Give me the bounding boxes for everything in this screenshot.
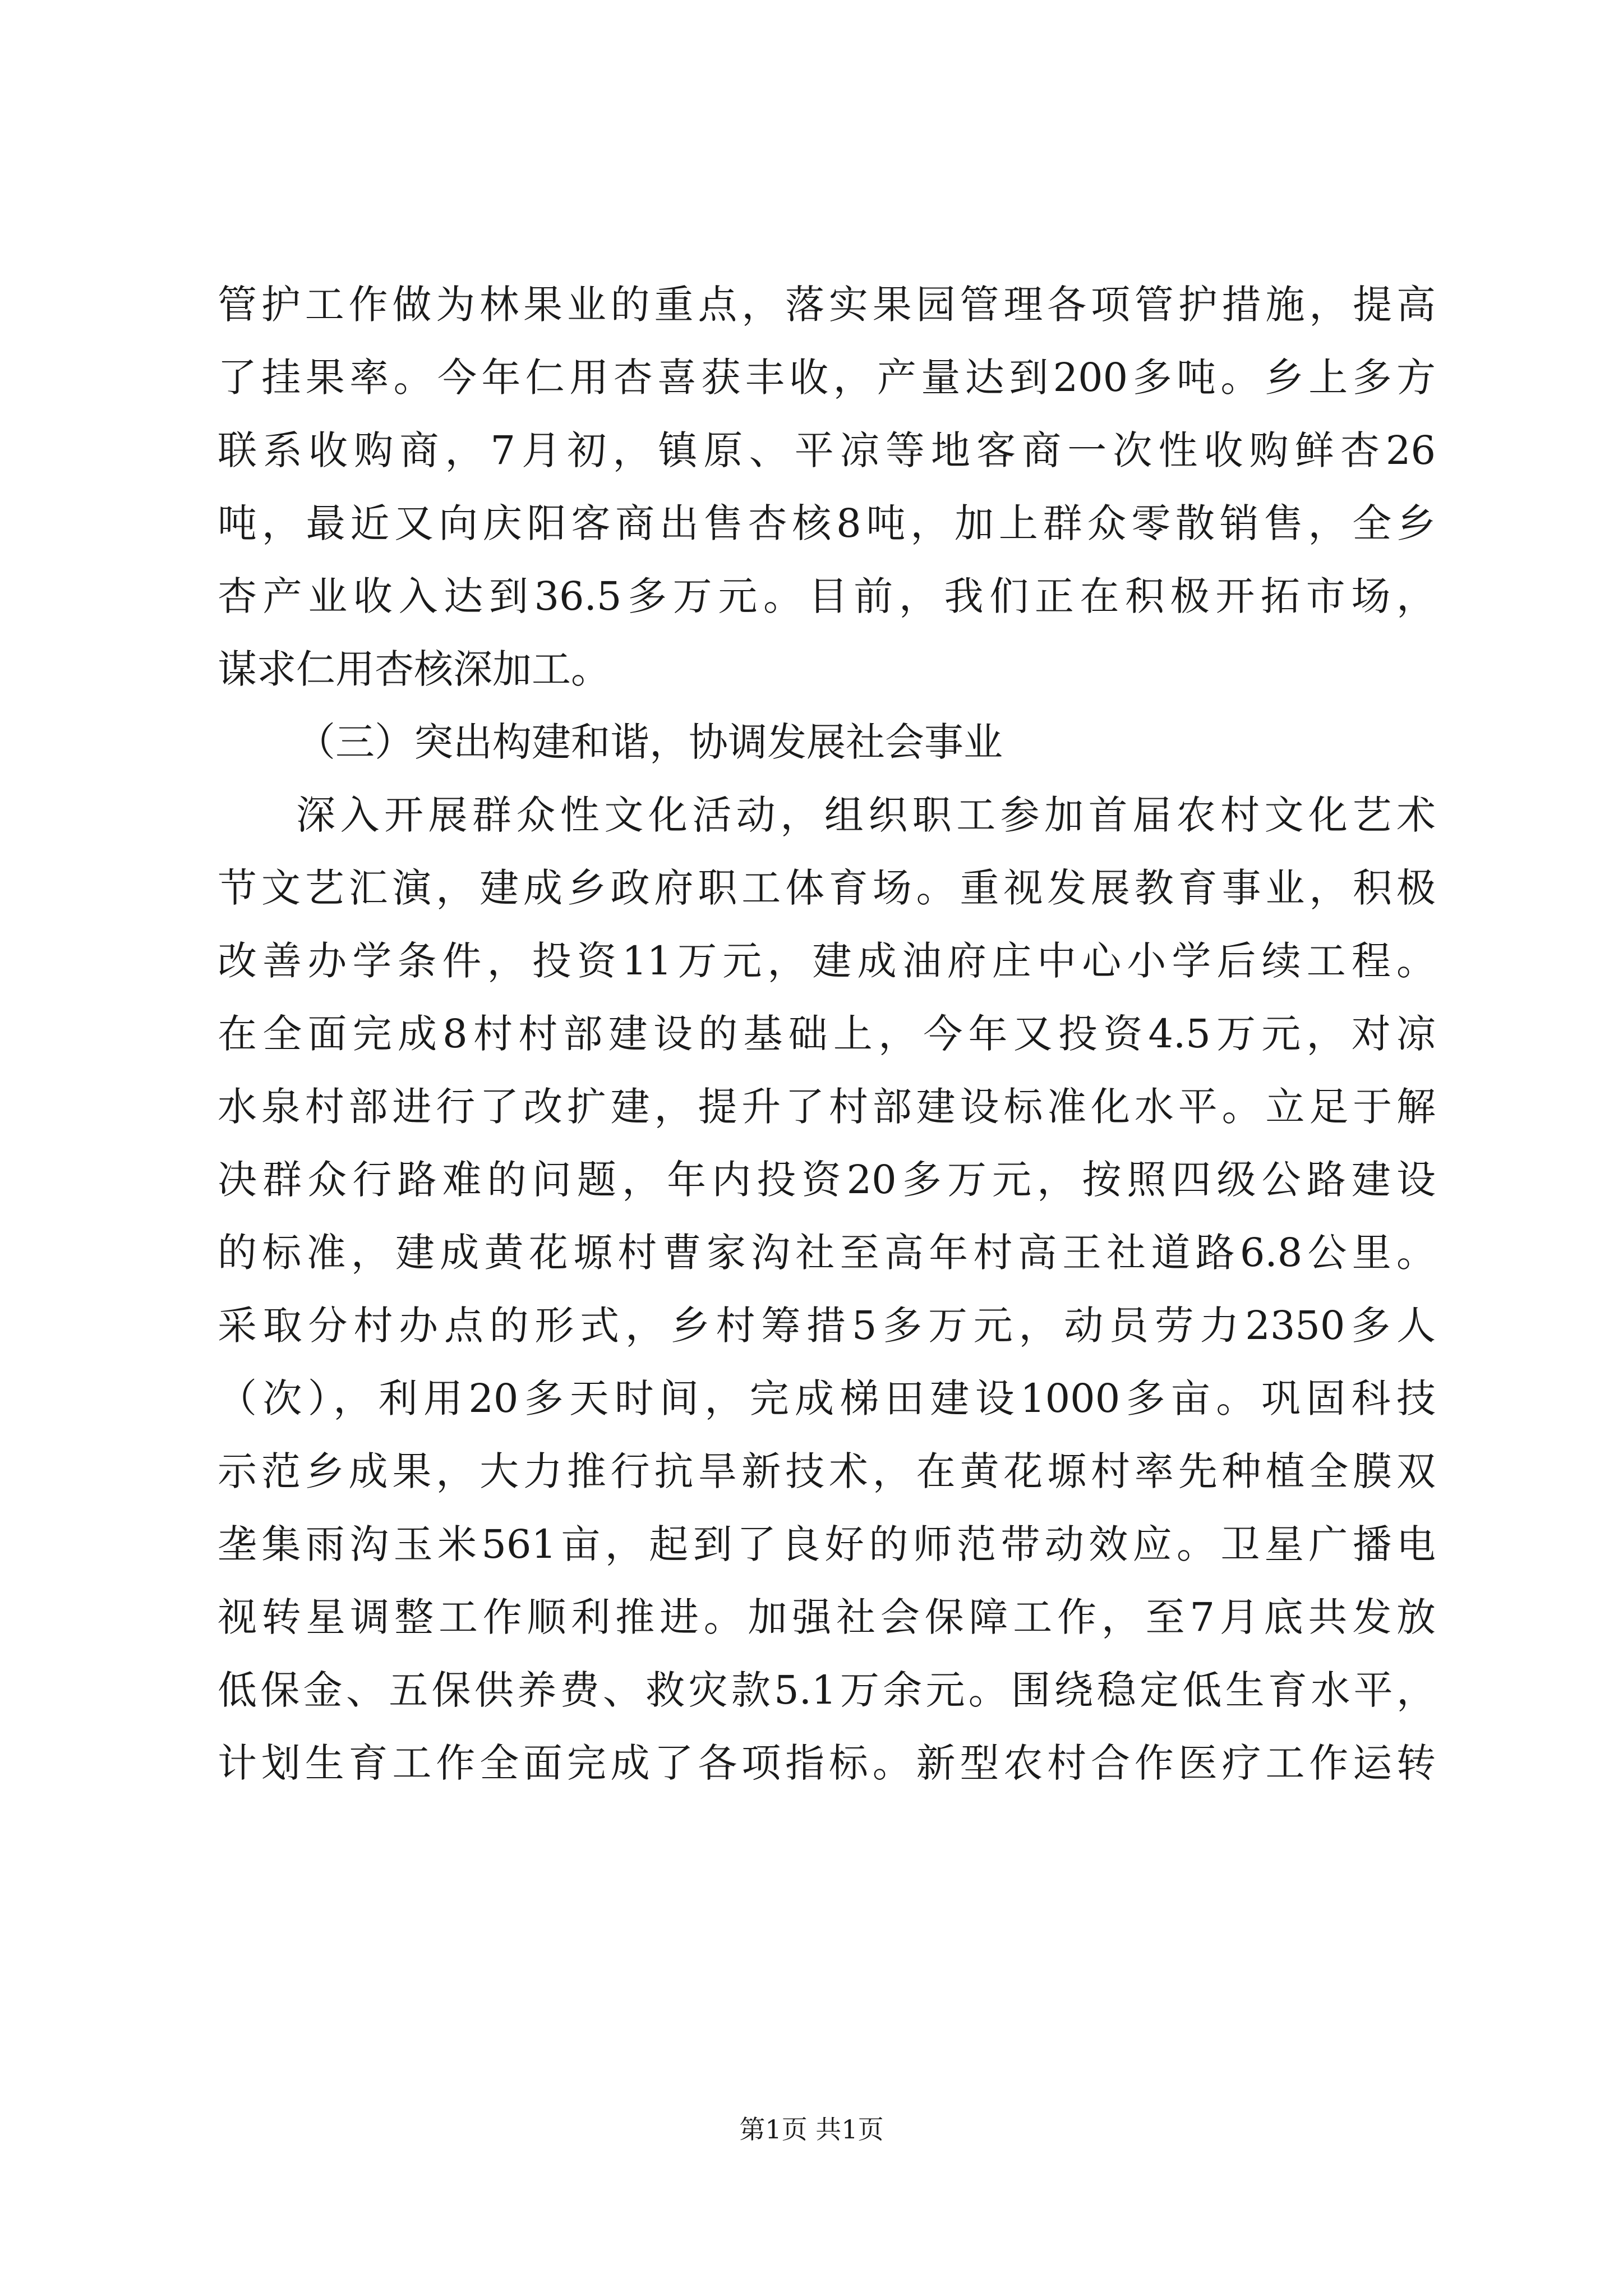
text-line: 垄集雨沟玉米561亩，起到了良好的师范带动效应。卫星广播电: [218, 1521, 1436, 1567]
text-line: 采取分村办点的形式，乡村筹措5多万元，动员劳力2350多人: [218, 1303, 1436, 1349]
text-line: 谋求仁用杏核深加工。: [218, 646, 610, 692]
text-line: 水泉村部进行了改扩建，提升了村部建设标准化水平。立足于解: [218, 1084, 1436, 1130]
text-line: 在全面完成8村村部建设的基础上，今年又投资4.5万元，对凉: [218, 1011, 1436, 1057]
text-line: 计划生育工作全面完成了各项指标。新型农村合作医疗工作运转: [218, 1740, 1436, 1786]
text-line: 示范乡成果，大力推行抗旱新技术，在黄花塬村率先种植全膜双: [218, 1448, 1436, 1494]
text-line: 视转星调整工作顺利推进。加强社会保障工作，至7月底共发放: [218, 1594, 1436, 1640]
text-line: 的标准，建成黄花塬村曹家沟社至高年村高王社道路6.8公里。: [218, 1230, 1436, 1276]
page-footer: 第1页 共1页: [739, 2114, 884, 2145]
body-text: [218, 268, 1436, 1800]
text-line: 节文艺汇演，建成乡政府职工体育场。重视发展教育事业，积极: [218, 865, 1436, 911]
text-line: 吨，最近又向庆阳客商出售杏核8吨，加上群众零散销售，全乡: [218, 500, 1436, 546]
text-line: 低保金、五保供养费、救灾款5.1万余元。围绕稳定低生育水平，: [218, 1667, 1436, 1713]
text-line: 杏产业收入达到36.5多万元。目前，我们正在积极开拓市场，: [218, 573, 1436, 619]
text-line: 联系收购商，7月初，镇原、平凉等地客商一次性收购鲜杏26: [218, 427, 1436, 473]
text-line: 深入开展群众性文化活动，组织职工参加首届农村文化艺术: [296, 792, 1436, 838]
section-heading: （三）突出构建和谐，协调发展社会事业: [296, 719, 1003, 765]
text-line: （次），利用20多天时间，完成梯田建设1000多亩。巩固科技: [218, 1375, 1436, 1421]
text-line: 决群众行路难的问题，年内投资20多万元，按照四级公路建设: [218, 1157, 1436, 1203]
text-line: 改善办学条件，投资11万元，建成油府庄中心小学后续工程。: [218, 938, 1436, 984]
text-line: 管护工作做为林果业的重点，落实果园管理各项管护措施，提高: [218, 282, 1436, 328]
text-line: 了挂果率。今年仁用杏喜获丰收，产量达到200多吨。乡上多方: [218, 355, 1436, 401]
